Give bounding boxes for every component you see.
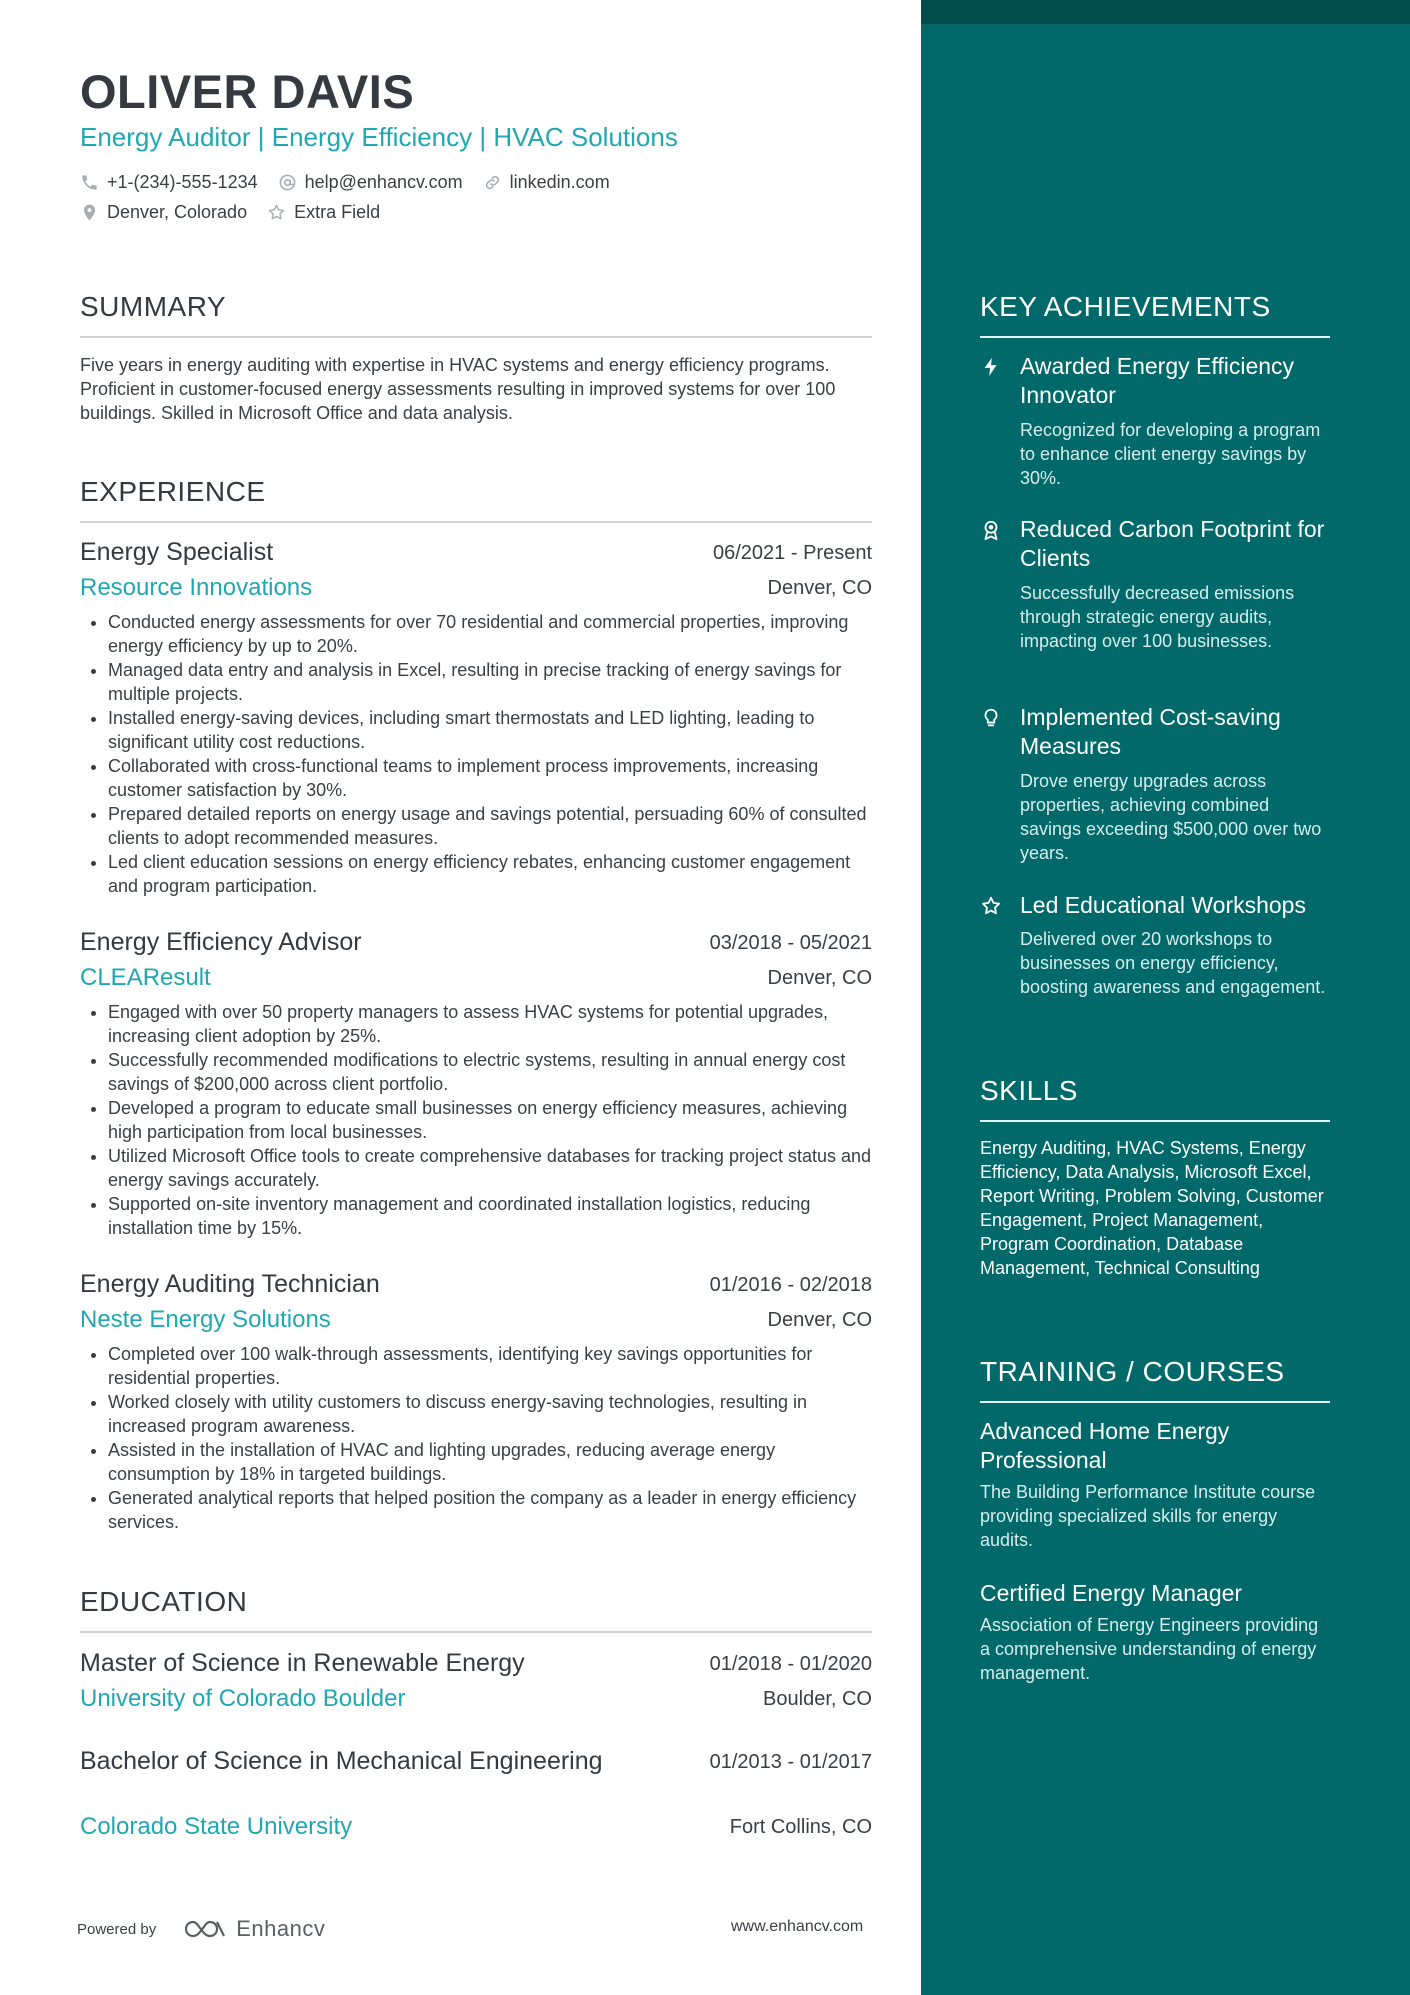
lightbulb-icon	[980, 707, 1002, 729]
course-title: Advanced Home Energy Professional	[980, 1418, 1230, 1473]
extra-text: Extra Field	[294, 202, 381, 222]
location-text: Denver, Colorado	[107, 202, 248, 222]
edu-date: 01/2013 - 01/2017	[709, 1751, 872, 1773]
bullet: • Assisted in the installation of HVAC and lighting upgrades, reducing average energy consumption by 18% in targeted buildings.	[108, 1438, 872, 1486]
job-location: Denver, CO	[767, 967, 872, 989]
bullet: • Supported on-site inventory management and coordinated installation logistics, reducing installation time by 15%.	[108, 1192, 872, 1240]
company-name[interactable]: Resource Innovations	[80, 574, 313, 601]
job-location: Denver, CO	[767, 1309, 872, 1331]
job-title: Energy Efficiency Advisor	[80, 928, 362, 956]
powered-by-text: Powered by	[77, 1920, 157, 1938]
course-desc: Association of Energy Engineers providing a comprehensive understanding of energy management.	[980, 1615, 1319, 1683]
footer-website[interactable]: www.enhancv.com	[731, 1918, 864, 1935]
bullet: • Managed data entry and analysis in Excel, resulting in precise tracking of energy savings for multiple projects.	[108, 658, 872, 706]
experience-title: EXPERIENCE	[80, 475, 872, 523]
bullet: • Engaged with over 50 property managers to assess HVAC systems for potential upgrades, increasing client adoption by 25%.	[108, 1000, 872, 1048]
headline: Energy Auditor | Energy Efficiency | HVAC Solutions	[80, 122, 678, 152]
course-desc: The Building Performance Institute course providing specialized skills for energy audits.	[980, 1482, 1316, 1550]
school-name[interactable]: Colorado State University	[80, 1813, 353, 1840]
achievement-desc: Successfully decreased emissions through strategic energy audits, impacting over 100 businesses.	[1020, 583, 1295, 651]
contact-row	[80, 172, 630, 193]
contact-email[interactable]	[278, 172, 463, 193]
bullet: • Conducted energy assessments for over 70 residential and commercial properties, improving energy efficiency by up to 20%.	[108, 610, 872, 658]
enhancv-logo-icon	[182, 1917, 228, 1941]
candidate-name: OLIVER DAVIS	[80, 65, 415, 118]
contact-extra	[267, 202, 380, 223]
job-location: Denver, CO	[767, 577, 872, 599]
email-text: help@enhancv.com	[304, 172, 463, 192]
bullet: • Successfully recommended modifications to electric systems, resulting in annual energy cost savings of $200,000 across client portfolio.	[108, 1048, 872, 1096]
achievement-title: Reduced Carbon Footprint for Clients	[1020, 516, 1325, 571]
job-bullets	[80, 610, 872, 898]
job-bullets	[80, 1000, 872, 1240]
bullet: • Generated analytical reports that helped position the company as a leader in energy efficiency services.	[108, 1486, 872, 1534]
job-bullets	[80, 1342, 872, 1534]
bullet: • Installed energy-saving devices, including smart thermostats and LED lighting, leading to significant utility cost reductions.	[108, 706, 872, 754]
bullet: • Collaborated with cross-functional teams to implement process improvements, increasing customer satisfaction by 30%.	[108, 754, 872, 802]
training-title: TRAINING / COURSES	[980, 1355, 1330, 1403]
course-title: Certified Energy Manager	[980, 1580, 1243, 1606]
job-date: 03/2018 - 05/2021	[709, 932, 872, 954]
bullet: • Developed a program to educate small businesses on energy efficiency measures, achieving high participation from local businesses.	[108, 1096, 872, 1144]
bullet: • Utilized Microsoft Office tools to create comprehensive databases for tracking project status and energy savings accurately.	[108, 1144, 872, 1192]
education-entry	[80, 1745, 872, 1847]
bullet: • Worked closely with utility customers to discuss energy-saving technologies, resulting in increased program awareness.	[108, 1390, 872, 1438]
achievement-desc: Recognized for developing a program to enhance client energy savings by 30%.	[1020, 420, 1321, 488]
summary-title: SUMMARY	[80, 290, 872, 338]
contact-row-2	[80, 202, 400, 223]
sidebar-top-bar	[921, 0, 1410, 24]
bullet: • Led client education sessions on energy efficiency rebates, enhancing customer engagement and program participation.	[108, 850, 872, 898]
bullet: • Prepared detailed reports on energy usage and savings potential, persuading 60% of consulted clients to adopt recommended measures.	[108, 802, 872, 850]
skills-title: SKILLS	[980, 1074, 1330, 1122]
edu-location: Fort Collins, CO	[729, 1816, 872, 1838]
award-icon	[980, 519, 1002, 541]
education-entry	[80, 1647, 872, 1719]
job-entry	[80, 926, 872, 1240]
summary-text: Five years in energy auditing with expertise in HVAC systems and energy efficiency programs. Proficient in customer-focused energy assessments resulting in improved systems for over 100 buildings. Skilled in Microsoft Office and data analysis.	[80, 355, 836, 423]
job-title: Energy Specialist	[80, 538, 274, 566]
contact-linkedin[interactable]	[483, 172, 610, 193]
location-pin-icon	[80, 203, 99, 222]
edu-date: 01/2018 - 01/2020	[709, 1653, 872, 1675]
edu-location: Boulder, CO	[763, 1688, 872, 1710]
job-entry	[80, 1268, 872, 1534]
link-icon	[483, 173, 502, 192]
achievement-title: Led Educational Workshops	[1020, 892, 1306, 918]
achievement-desc: Delivered over 20 workshops to businesses on energy efficiency, boosting awareness and engagement.	[1020, 929, 1326, 997]
footer-branding	[77, 1916, 325, 1942]
at-icon	[278, 173, 297, 192]
degree-title: Bachelor of Science in Mechanical Engineering	[80, 1747, 603, 1775]
job-date: 01/2016 - 02/2018	[709, 1274, 872, 1296]
job-title: Energy Auditing Technician	[80, 1270, 380, 1298]
star-icon	[980, 895, 1002, 917]
contact-location	[80, 202, 247, 223]
education-title: EDUCATION	[80, 1585, 872, 1633]
company-name[interactable]: Neste Energy Solutions	[80, 1306, 331, 1333]
phone-text: +1-(234)-555-1234	[107, 172, 258, 192]
job-date: 06/2021 - Present	[713, 542, 872, 564]
school-name[interactable]: University of Colorado Boulder	[80, 1685, 406, 1712]
phone-icon	[80, 173, 99, 192]
achievement-title: Awarded Energy Efficiency Innovator	[1020, 353, 1295, 408]
linkedin-text: linkedin.com	[509, 172, 610, 192]
contact-phone[interactable]	[80, 172, 258, 193]
job-entry	[80, 536, 872, 898]
bullet: • Completed over 100 walk-through assessments, identifying key savings opportunities for residential properties.	[108, 1342, 872, 1390]
company-name[interactable]: CLEAResult	[80, 964, 211, 991]
achievement-desc: Drove energy upgrades across properties, achieving combined savings exceeding $500,000 over two years.	[1020, 771, 1322, 863]
skills-list: Energy Auditing, HVAC Systems, Energy Efficiency, Data Analysis, Microsoft Excel, Report Writing, Problem Solving, Customer Engagement, Project Management, Program Coordination, Database Management, Technical Consulting	[980, 1138, 1324, 1278]
achievements-title: KEY ACHIEVEMENTS	[980, 290, 1330, 338]
achievement-title: Implemented Cost-saving Measures	[1020, 704, 1281, 759]
degree-title: Master of Science in Renewable Energy	[80, 1649, 525, 1677]
bolt-icon	[980, 356, 1002, 378]
star-outline-icon	[267, 203, 286, 222]
brand-name[interactable]: Enhancv	[236, 1916, 326, 1941]
